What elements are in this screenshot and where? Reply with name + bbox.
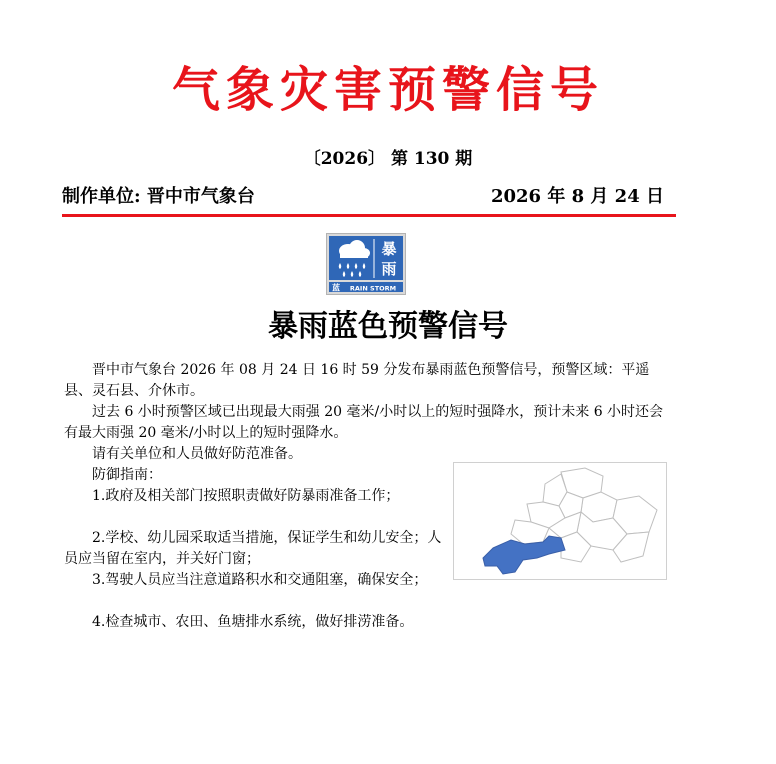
guide-item-4: 4.检查城市、农田、鱼塘排水系统，做好排涝准备。 <box>92 614 414 630</box>
notice-title: 暴雨蓝色预警信号 <box>268 309 508 344</box>
notice-paragraph-advice: 请有关单位和人员做好防范准备。 <box>92 446 302 462</box>
notice-paragraph-issuance: 晋中市气象台 2026 年 08 月 24 日 16 时 59 分发布暴雨蓝色预警信号，预警区域：平遥县、灵石县、介休市。 <box>64 362 650 399</box>
icon-char-top: 暴 <box>381 240 397 258</box>
notice-paragraph-forecast: 过去 6 小时预警区域已出现最大雨强 20 毫米/小时以上的短时强降水，预计未来 6 小时还会有最大雨强 20 毫米/小时以上的短时强降水。 <box>64 404 664 441</box>
issue-date: 2026 年 8 月 24 日 <box>490 186 664 207</box>
issue-number: 〔2026〕 第 130 期 <box>303 149 473 169</box>
icon-english-label: RAIN STORM <box>349 284 397 293</box>
guide-heading: 防御指南： <box>92 467 162 483</box>
icon-level-char: 蓝 <box>332 283 340 293</box>
issuer-line: 制作单位: 晋中市气象台 <box>62 186 255 207</box>
icon-char-bottom: 雨 <box>381 260 397 278</box>
rainstorm-blue-signal-icon <box>326 233 406 295</box>
guide-item-1: 1.政府及相关部门按照职责做好防暴雨准备工作； <box>92 488 400 504</box>
masthead-title: 气象灾害预警信号 <box>171 62 604 118</box>
guide-item-3: 3.驾驶人员应当注意道路积水和交通阻塞，确保安全； <box>92 572 428 588</box>
warning-area-map <box>453 462 667 580</box>
header-divider <box>62 214 676 217</box>
guide-item-2: 2.学校、幼儿园采取适当措施，保证学生和幼儿安全；人员应当留在室内，并关好门窗； <box>64 530 442 567</box>
